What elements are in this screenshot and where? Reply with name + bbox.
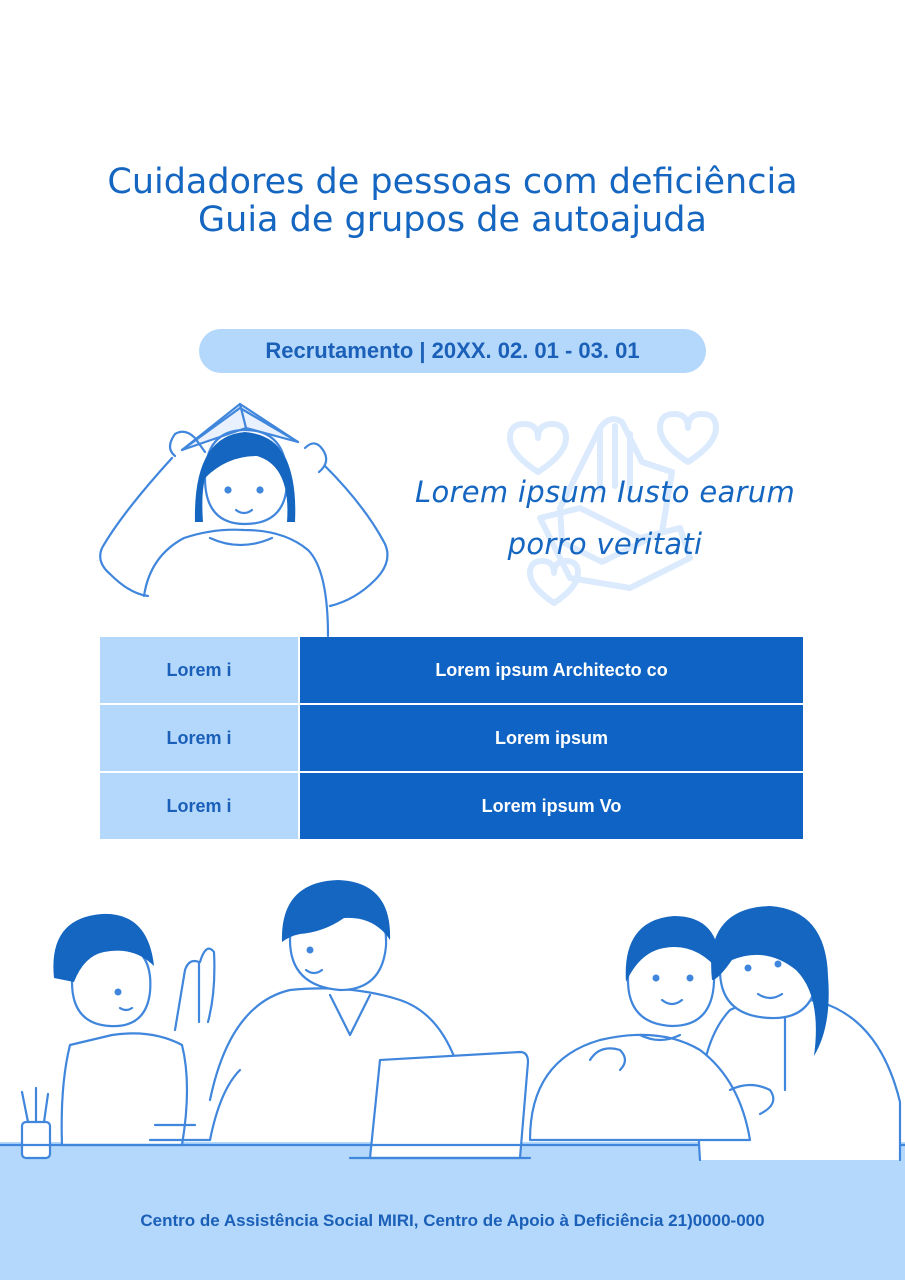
title-line-1: Cuidadores de pessoas com deficiência: [107, 162, 798, 202]
family-scene-illustration: [0, 870, 905, 1170]
title-line-2: Guia de grupos de autoajuda: [198, 200, 707, 240]
table-row: [100, 704, 803, 772]
slogan-line-1: Lorem ipsum Iusto earum: [415, 475, 795, 509]
row-value: Lorem ipsum: [299, 704, 803, 772]
page-title: [0, 163, 905, 239]
row-key: Lorem i: [100, 637, 299, 704]
slogan: [395, 466, 815, 570]
girl-illustration: [100, 398, 390, 638]
table-row: [100, 772, 803, 839]
table-row: [100, 637, 803, 704]
row-value: Lorem ipsum Architecto co: [299, 637, 803, 704]
row-key: Lorem i: [100, 772, 299, 839]
row-key: Lorem i: [100, 704, 299, 772]
row-value: Lorem ipsum Vo: [299, 772, 803, 839]
slogan-line-2: porro veritati: [507, 527, 703, 561]
recruitment-badge: Recrutamento | 20XX. 02. 01 - 03. 01: [199, 329, 706, 373]
footer-contact: Centro de Assistência Social MIRI, Centro de Apoio à Deficiência 21)0000-000: [140, 1211, 765, 1230]
schedule-table: [100, 637, 803, 839]
